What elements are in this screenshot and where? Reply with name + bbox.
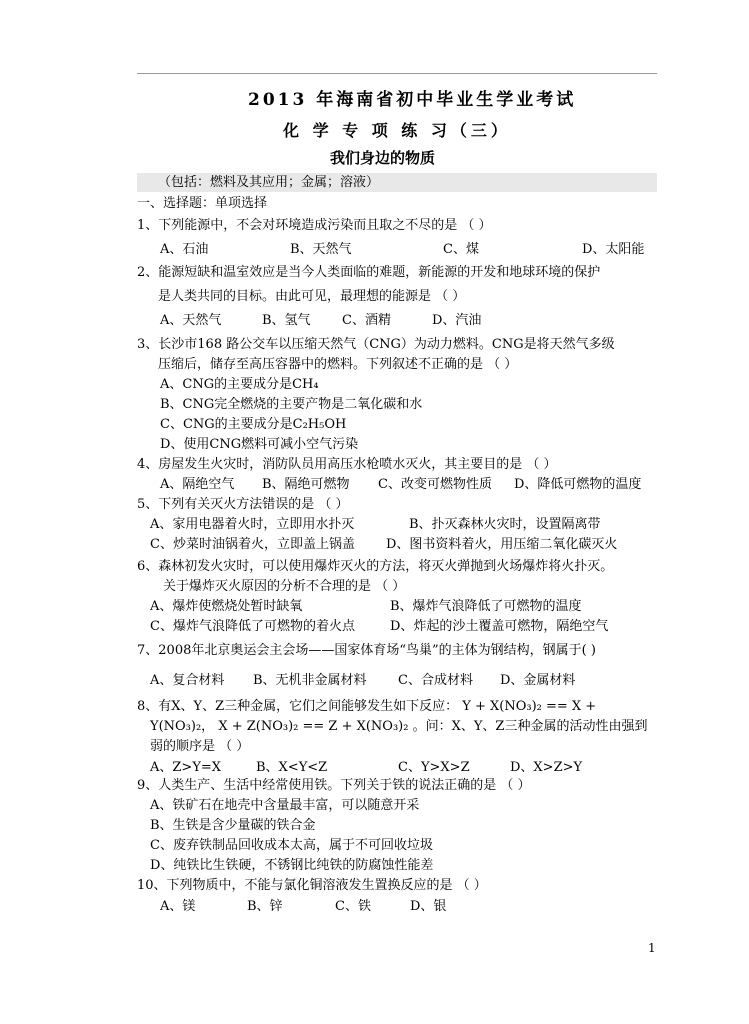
question-8-stem-line2: Y(NO₃)₂， X + Z(NO₃)₂ == Z + X(NO₃)₂ 。问：X、Y、Z三种金属的活动性由强到 — [150, 719, 648, 734]
question-4-option-d: D、降低可燃物的温度 — [514, 477, 642, 492]
question-2-option-a: A、天然气 — [160, 313, 222, 328]
question-6-option-c: C、爆炸气浪降低了可燃物的着火点 — [150, 619, 355, 634]
question-7-option-a: A、复合材料 — [150, 673, 225, 688]
question-2-option-d: D、汽油 — [432, 313, 482, 328]
question-9-option-d: D、纯铁比生铁硬，不锈钢比纯铁的防腐蚀性能差 — [150, 858, 434, 873]
question-2-option-b: B、氢气 — [262, 313, 311, 328]
question-4-stem: 4、房屋发生火灾时，消防队员用高压水枪喷水灭火，其主要目的是 （ ） — [137, 457, 557, 472]
question-1-option-b: B、天然气 — [290, 242, 352, 257]
question-10-option-d: D、银 — [410, 899, 447, 914]
question-3-stem-line2: 压缩后，储存至高压容器中的燃料。下列叙述不正确的是 （ ） — [158, 357, 518, 372]
question-4-option-c: C、改变可燃物性质 — [378, 477, 492, 492]
page-number: 1 — [648, 941, 656, 955]
question-8-option-c: C、Y>X>Z — [398, 760, 470, 775]
exam-title: 2013 年海南省初中毕业生学业考试 — [248, 90, 577, 110]
question-5-stem: 5、下列有关灭火方法错误的是 （ ） — [137, 497, 349, 512]
question-10-stem: 10、下列物质中，不能与氯化铜溶液发生置换反应的是 （ ） — [137, 878, 487, 893]
question-4-option-a: A、隔绝空气 — [160, 477, 235, 492]
question-5-option-c: C、炒菜时油锅着火，立即盖上锅盖 — [150, 537, 355, 552]
question-9-option-a: A、铁矿石在地壳中含量最丰富，可以随意开采 — [150, 798, 420, 813]
question-1-option-a: A、石油 — [160, 242, 209, 257]
question-3-option-c: C、CNG的主要成分是C₂H₅OH — [160, 417, 347, 432]
question-8-option-b: B、X<Y<Z — [256, 760, 328, 775]
question-6-stem-line2: 关于爆炸灭火原因的分析不合理的是 （ ） — [163, 579, 406, 594]
question-3-option-a: A、CNG的主要成分是CH₄ — [160, 377, 319, 392]
question-10-option-b: B、锌 — [247, 899, 283, 914]
question-8-stem-line3: 弱的顺序是 （ ） — [150, 739, 250, 754]
question-2-option-c: C、酒精 — [342, 313, 391, 328]
question-5-option-a: A、家用电器着火时，立即用水扑灭 — [150, 517, 355, 532]
header-rule — [137, 73, 657, 74]
question-8-option-a: A、Z>Y=X — [150, 760, 222, 775]
topic-title: 我们身边的物质 — [330, 149, 436, 167]
question-8-option-d: D、X>Z>Y — [510, 760, 583, 775]
question-6-option-a: A、爆炸使燃烧处暂时缺氧 — [150, 599, 303, 614]
question-3-option-d: D、使用CNG燃料可减小空气污染 — [160, 437, 359, 452]
question-3-option-b: B、CNG完全燃烧的主要产物是二氧化碳和水 — [160, 397, 423, 412]
question-2-stem-line1: 2、能源短缺和温室效应是当今人类面临的难题，新能源的开发和地球环境的保护 — [137, 265, 601, 280]
question-10-option-c: C、铁 — [335, 899, 371, 914]
question-2-stem-line2: 是人类共同的目标。由此可见，最理想的能源是 （ ） — [158, 289, 466, 304]
question-10-option-a: A、镁 — [160, 899, 196, 914]
question-9-option-b: B、生铁是含少量碳的铁合金 — [150, 818, 316, 833]
question-6-option-d: D、炸起的沙土覆盖可燃物，隔绝空气 — [390, 619, 609, 634]
scope-note: （包括：燃料及其应用；金属；溶液） — [158, 175, 380, 190]
question-7-stem: 7、2008年北京奥运会主会场——国家体育场“鸟巢”的主体为钢结构，钢属于( ) — [137, 643, 596, 658]
question-5-option-d: D、图书资料着火，用压缩二氧化碳灭火 — [386, 537, 618, 552]
question-1-option-c: C、煤 — [443, 242, 479, 257]
question-6-stem-line1: 6、森林初发火灾时，可以使用爆炸灭火的方法，将灭火弹抛到火场爆炸将火扑灭。 — [137, 559, 614, 574]
question-7-option-b: B、无机非金属材料 — [253, 673, 367, 688]
question-1-option-d: D、太阳能 — [582, 242, 645, 257]
question-9-option-c: C、废弃铁制品回收成本太高，属于不可回收垃圾 — [150, 838, 433, 853]
exam-subtitle: 化 学 专 项 练 习（三） — [283, 121, 511, 140]
question-4-option-b: B、隔绝可燃物 — [262, 477, 350, 492]
question-6-option-b: B、爆炸气浪降低了可燃物的温度 — [390, 599, 582, 614]
question-5-option-b: B、扑灭森林火灾时，设置隔离带 — [409, 517, 601, 532]
question-1-stem: 1、下列能源中，不会对环境造成污染而且取之不尽的是 （ ） — [137, 218, 492, 233]
question-3-stem-line1: 3、长沙市168 路公交车以压缩天然气（CNG）为动力燃料。CNG是将天然气多级 — [137, 337, 615, 352]
section-heading: 一、选择题：单项选择 — [137, 196, 268, 211]
question-8-stem-line1: 8、有X、Y、Z三种金属，它们之间能够发生如下反应： Y + X(NO₃)₂ == X + — [137, 699, 597, 714]
question-9-stem: 9、人类生产、生活中经常使用铁。下列关于铁的说法正确的是 （ ） — [137, 778, 531, 793]
question-7-option-c: C、合成材料 — [398, 673, 473, 688]
question-7-option-d: D、金属材料 — [500, 673, 576, 688]
